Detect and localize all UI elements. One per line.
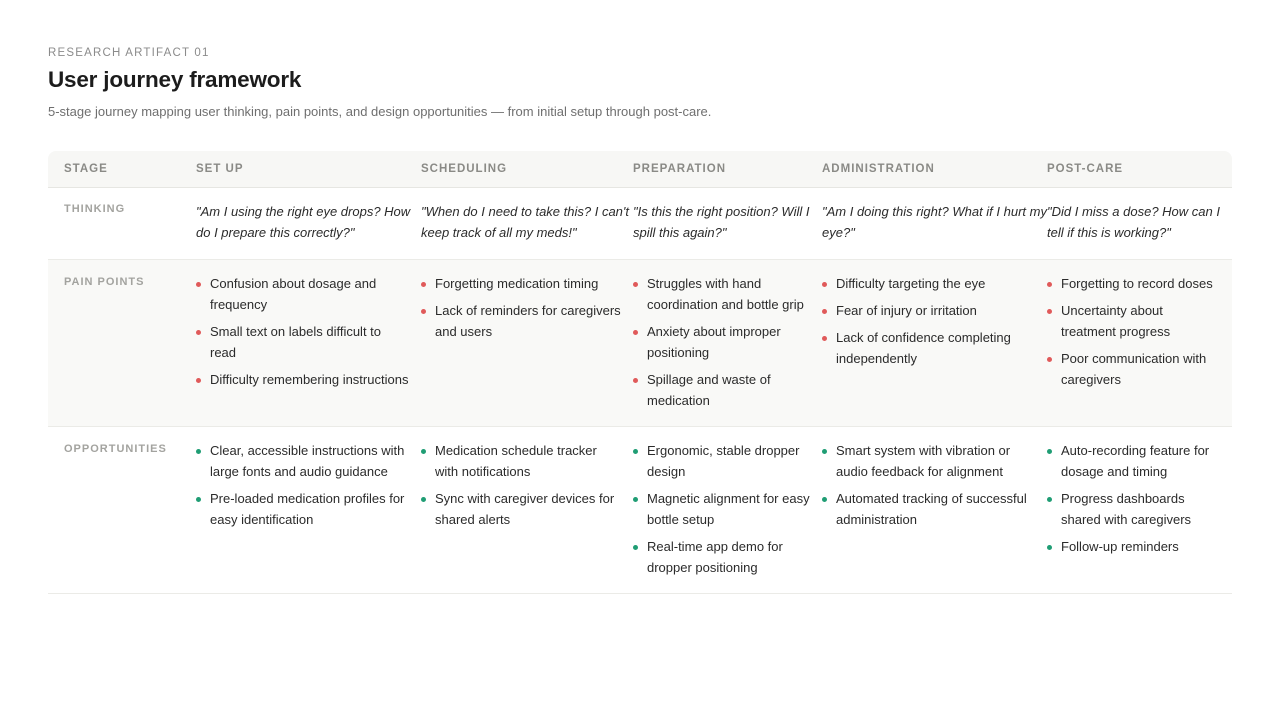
- pain-cell: [633, 260, 822, 427]
- green-bullet-icon: [421, 497, 426, 502]
- bullet-text: Lack of confidence completing independently: [836, 330, 1011, 366]
- pain-points-row: [48, 260, 1232, 427]
- journey-table: [48, 151, 1232, 594]
- green-bullet-icon: [822, 497, 827, 502]
- pain-point-item: [1047, 273, 1220, 294]
- bullet-text: Small text on labels difficult to read: [210, 324, 382, 360]
- stage-header: STAGE: [48, 151, 196, 188]
- pain-point-item: [822, 273, 1035, 294]
- opportunity-item: [633, 536, 810, 578]
- thinking-quote: "Am I doing this right? What if I hurt my eye?": [822, 188, 1047, 260]
- opportunity-list: [196, 440, 421, 530]
- green-bullet-icon: [1047, 449, 1052, 454]
- red-bullet-icon: [822, 336, 827, 341]
- pain-cell: [822, 260, 1047, 427]
- eyebrow: RESEARCH ARTIFACT 01: [48, 47, 210, 59]
- bullet-text: Follow-up reminders: [1061, 539, 1179, 554]
- bullet-text: Pre-loaded medication profiles for easy identification: [210, 491, 405, 527]
- opportunity-item: [421, 488, 621, 530]
- opportunity-item: [633, 488, 810, 530]
- bullet-text: Progress dashboards shared with caregivers: [1061, 491, 1192, 527]
- opportunities-row: [48, 427, 1232, 594]
- bullet-text: Forgetting medication timing: [435, 276, 599, 291]
- row-label-thinking: THINKING: [48, 188, 196, 260]
- bullet-text: Lack of reminders for caregivers and users: [435, 303, 621, 339]
- pain-point-item: [196, 321, 409, 363]
- pain-point-item: [421, 300, 621, 342]
- red-bullet-icon: [1047, 357, 1052, 362]
- thinking-row: [48, 188, 1232, 260]
- red-bullet-icon: [196, 282, 201, 287]
- opportunity-cell: [196, 427, 421, 594]
- opportunity-cell: [822, 427, 1047, 594]
- opportunity-item: [196, 488, 409, 530]
- red-bullet-icon: [421, 282, 426, 287]
- row-label-opportunities: OPPORTUNITIES: [48, 427, 196, 594]
- opportunity-cell: [1047, 427, 1232, 594]
- opportunity-list: [633, 440, 822, 578]
- pain-list: [822, 273, 1047, 369]
- pain-list: [633, 273, 822, 411]
- pain-point-item: [633, 273, 810, 315]
- bullet-text: Forgetting to record doses: [1061, 276, 1213, 291]
- opportunity-list: [1047, 440, 1232, 557]
- green-bullet-icon: [1047, 497, 1052, 502]
- red-bullet-icon: [633, 282, 638, 287]
- thinking-quote: "Am I using the right eye drops? How do I prepare this correctly?": [196, 188, 421, 260]
- red-bullet-icon: [421, 309, 426, 314]
- pain-point-item: [633, 321, 810, 363]
- green-bullet-icon: [822, 449, 827, 454]
- bullet-text: Medication schedule tracker with notifications: [435, 443, 597, 479]
- bullet-text: Anxiety about improper positioning: [647, 324, 781, 360]
- thinking-quote: "When do I need to take this? I can't keep track of all my meds!": [421, 188, 633, 260]
- red-bullet-icon: [633, 378, 638, 383]
- opportunity-item: [822, 488, 1035, 530]
- red-bullet-icon: [1047, 282, 1052, 287]
- bullet-text: Difficulty remembering instructions: [210, 372, 409, 387]
- bullet-text: Struggles with hand coordination and bottle grip: [647, 276, 804, 312]
- bullet-text: Spillage and waste of medication: [647, 372, 771, 408]
- opportunity-list: [822, 440, 1047, 530]
- opportunity-item: [196, 440, 409, 482]
- green-bullet-icon: [1047, 545, 1052, 550]
- thinking-quote: "Is this the right position? Will I spill this again?": [633, 188, 822, 260]
- bullet-text: Sync with caregiver devices for shared alerts: [435, 491, 615, 527]
- opportunity-item: [822, 440, 1035, 482]
- stage-header-post-care: POST-CARE: [1047, 151, 1232, 188]
- pain-point-item: [1047, 300, 1220, 342]
- pain-point-item: [822, 327, 1035, 369]
- stage-header-preparation: PREPARATION: [633, 151, 822, 188]
- pain-point-item: [196, 273, 409, 315]
- pain-point-item: [633, 369, 810, 411]
- bullet-text: Automated tracking of successful administration: [836, 491, 1027, 527]
- page-title: User journey framework: [48, 67, 302, 92]
- bullet-text: Uncertainty about treatment progress: [1061, 303, 1171, 339]
- bullet-text: Poor communication with caregivers: [1061, 351, 1207, 387]
- opportunity-item: [1047, 488, 1220, 530]
- thinking-quote: "Did I miss a dose? How can I tell if this is working?": [1047, 188, 1232, 260]
- page-subtitle: 5-stage journey mapping user thinking, pain points, and design opportunities — from initial setup through post-care.: [48, 104, 712, 119]
- bullet-text: Ergonomic, stable dropper design: [647, 443, 800, 479]
- opportunity-item: [1047, 536, 1220, 557]
- bullet-text: Real-time app demo for dropper positioning: [647, 539, 783, 575]
- pain-cell: [1047, 260, 1232, 427]
- bullet-text: Clear, accessible instructions with large fonts and audio guidance: [210, 443, 405, 479]
- pain-list: [1047, 273, 1232, 390]
- stage-header-scheduling: SCHEDULING: [421, 151, 633, 188]
- red-bullet-icon: [822, 282, 827, 287]
- bullet-text: Confusion about dosage and frequency: [210, 276, 377, 312]
- red-bullet-icon: [196, 330, 201, 335]
- green-bullet-icon: [196, 449, 201, 454]
- green-bullet-icon: [633, 497, 638, 502]
- header-row: [48, 151, 1232, 188]
- stage-header-setup: SET UP: [196, 151, 421, 188]
- bullet-text: Fear of injury or irritation: [836, 303, 977, 318]
- pain-point-item: [1047, 348, 1220, 390]
- green-bullet-icon: [196, 497, 201, 502]
- green-bullet-icon: [421, 449, 426, 454]
- red-bullet-icon: [822, 309, 827, 314]
- opportunity-item: [633, 440, 810, 482]
- stage-header-administration: ADMINISTRATION: [822, 151, 1047, 188]
- row-label-pain-points: PAIN POINTS: [48, 260, 196, 427]
- opportunity-cell: [633, 427, 822, 594]
- bullet-text: Smart system with vibration or audio feedback for alignment: [836, 443, 1011, 479]
- opportunity-list: [421, 440, 633, 530]
- pain-cell: [421, 260, 633, 427]
- pain-point-item: [421, 273, 621, 294]
- red-bullet-icon: [1047, 309, 1052, 314]
- bullet-text: Auto-recording feature for dosage and timing: [1061, 443, 1210, 479]
- pain-point-item: [196, 369, 409, 390]
- pain-cell: [196, 260, 421, 427]
- opportunity-cell: [421, 427, 633, 594]
- opportunity-item: [421, 440, 621, 482]
- bullet-text: Magnetic alignment for easy bottle setup: [647, 491, 810, 527]
- green-bullet-icon: [633, 449, 638, 454]
- pain-list: [421, 273, 633, 342]
- bullet-text: Difficulty targeting the eye: [836, 276, 986, 291]
- opportunity-item: [1047, 440, 1220, 482]
- green-bullet-icon: [633, 545, 638, 550]
- pain-list: [196, 273, 421, 390]
- red-bullet-icon: [196, 378, 201, 383]
- red-bullet-icon: [633, 330, 638, 335]
- pain-point-item: [822, 300, 1035, 321]
